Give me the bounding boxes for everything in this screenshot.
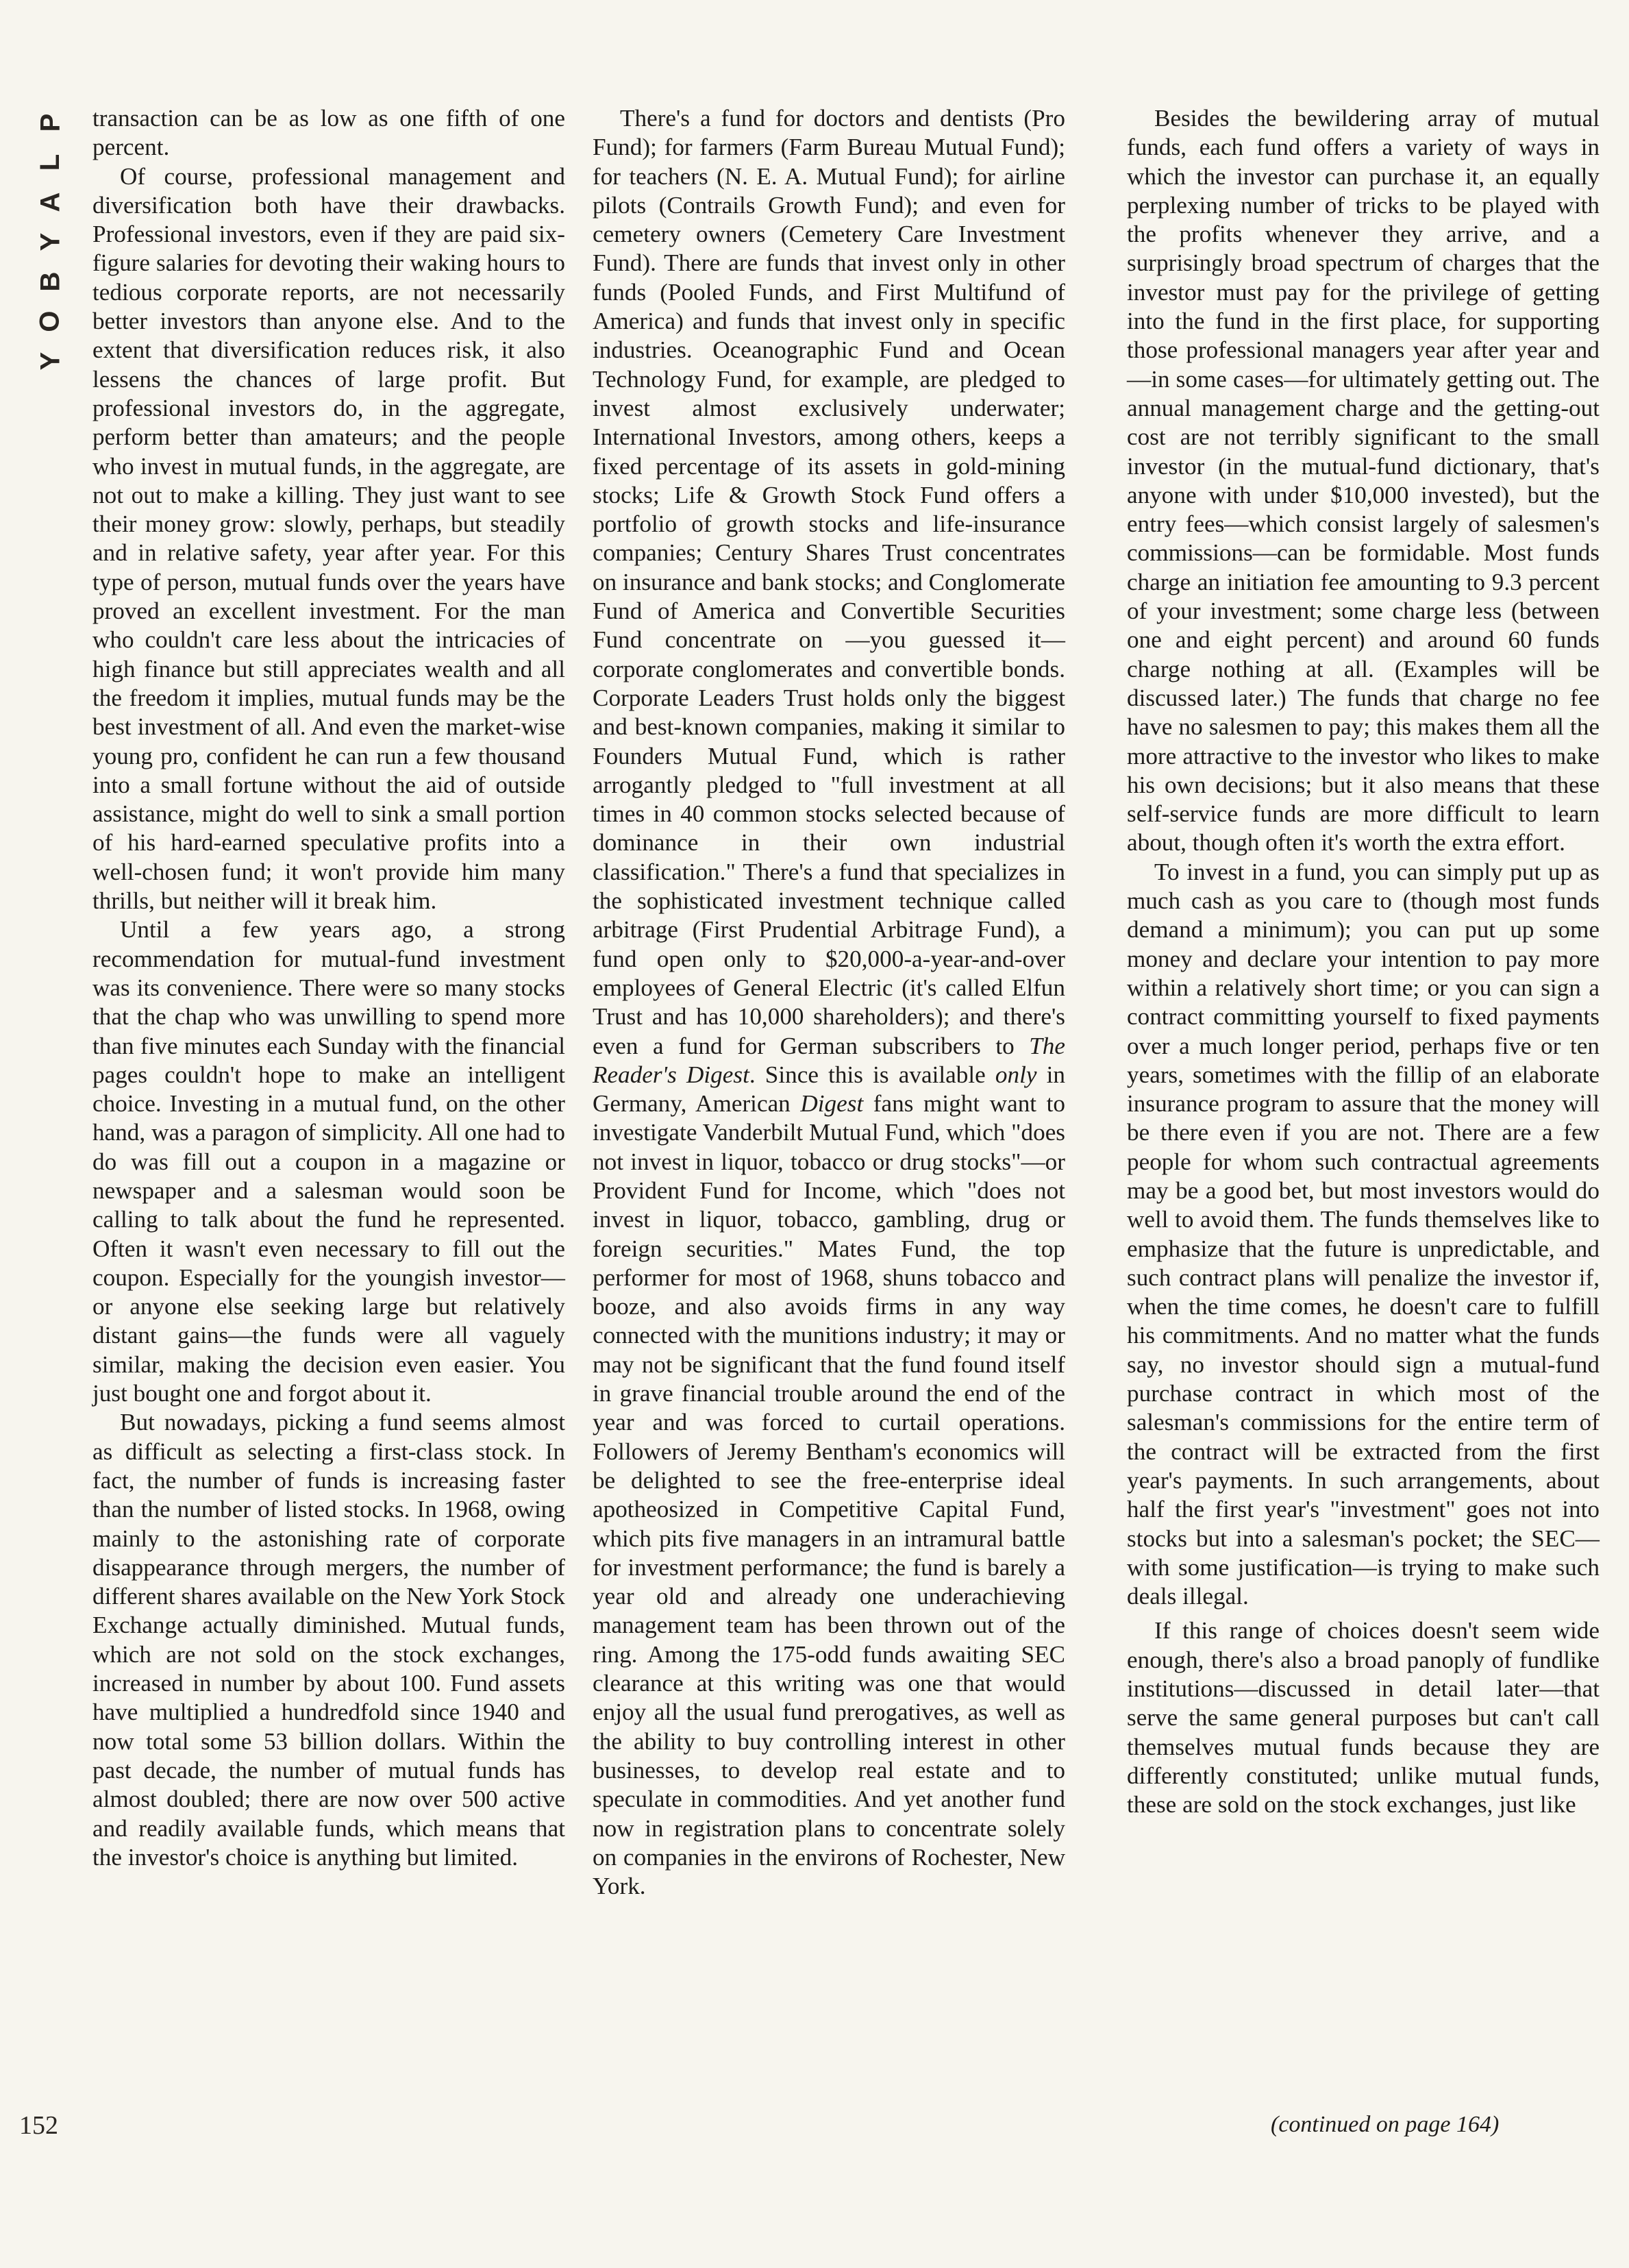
text-column-1 <box>92 104 565 2146</box>
text-run: . Since this is available <box>749 1061 995 1088</box>
magazine-masthead <box>36 103 77 381</box>
text-column-2 <box>593 104 1065 2146</box>
text-column-3 <box>1127 104 1600 2146</box>
continuation-note: (continued on page 164) <box>1271 2112 1500 2137</box>
paragraph: Besides the bewildering array of mutual funds, each fund offers a variety of ways in which the investor can purchase it, an equally perplexing number of tricks to be played with the profits whenever they arrive, and a surprisingly broad spectrum of charges that the investor must pay for the privilege of getting into the fund in the first place, for supporting those professional managers year after year and—in some cases—for ultimately getting out. The annual management charge and the getting-out cost are not terribly significant to the small investor (in the mutual-fund dictionary, that's anyone with under $10,000 invested), but the entry fees—which consist largely of salesmen's commissions—can be formidable. Most funds charge an initiation fee amounting to 9.3 percent of your investment; some charge less (between one and eight percent) and around 60 funds charge nothing at all. (Examples will be discussed later.) The funds that charge no fee have no salesmen to pay; this makes them all the more attractive to the investor who likes to make his own decisions; but it also means that these self-service funds are more difficult to learn about, though often it's worth the extra effort. <box>1127 105 1600 856</box>
paragraph <box>593 104 1065 1901</box>
italic-title: Digest <box>800 1090 864 1118</box>
page-number: 152 <box>19 2111 58 2140</box>
masthead-letter: L <box>35 153 65 171</box>
paragraph: But nowadays, picking a fund seems almost as difficult as selecting a first-class stock. In fact, the number of funds is increasing faster than the number of listed stocks. In 1968, owing mainly to the astonishing rate of corporate disappearance through mergers, the number of different shares available on the New York Stock Exchange actually diminished. Mutual funds, which are not sold on the stock exchanges, increased in number by about 100. Fund assets have multiplied a hundredfold since 1940 and now total some 53 billion dollars. Within the past decade, the number of mutual funds has almost doubled; there are now over 500 active and readily available funds, which means that the investor's choice is anything but limited. <box>92 1409 565 1871</box>
paragraph: If this range of choices doesn't seem wide enough, there's also a broad panoply of fundlike institutions—discussed in detail later—that serve the same general purposes but can't call themselves mutual funds because they are differently constituted; unlike mutual funds, these are sold on the stock exchanges, just like <box>1127 1617 1600 1819</box>
masthead-letter: Y <box>35 232 65 251</box>
paragraph: Until a few years ago, a strong recommendation for mutual-fund investment was its convenience. There were so many stocks that the chap who was unwilling to spend more than five minutes each Sunday with the financial pages couldn't hope to make an intelligent choice. Investing in a mutual fund, on the other hand, was a paragon of simplicity. All one had to do was fill out a coupon in a magazine or newspaper and a salesman would soon be calling to talk about the fund he represented. Often it wasn't even necessary to fill out the coupon. Especially for the youngish investor—or anyone else seeking large but relatively distant gains—the funds were all vaguely similar, making the decision even easier. You just bought one and forgot about it. <box>92 916 565 1407</box>
italic-emphasis: only <box>995 1061 1037 1088</box>
paragraph: transaction can be as low as one fifth of one percent. <box>92 105 565 161</box>
text-run: There's a fund for doctors and dentists (Pro Fund); for farmers (Farm Bureau Mutual Fund); for teachers (N. E. A. Mutual Fund); for airline pilots (Contrails Growth Fund); and even for cemetery owners (Cemetery Care Investment Fund). There are funds that invest only in other funds (Pooled Funds, and First Multifund of America) and funds that invest only in specific industries. Oceanographic Fund and Ocean Technology Fund, for example, are pledged to invest almost exclusively underwater; International Investors, among others, keeps a fixed percentage of its assets in gold-mining stocks; Life & Growth Stock Fund offers a portfolio of growth stocks and life-insurance companies; Century Shares Trust concentrates on insurance and bank stocks; and Conglomerate Fund of America and Convertible Securities Fund concentrate on —you guessed it—corporate conglomerates and convertible bonds. Corporate Leaders Trust holds only the biggest and best-known companies, making it similar to Founders Mutual Fund, which is rather arrogantly pledged to "full investment at all times in 40 common stocks selected because of dominance in their own industrial classification." There's a fund that specializes in the sophisticated investment technique called arbitrage (First Prudential Arbitrage Fund), a fund open only to $20,000-a-year-and-over employees of General Electric (it's called Elfun Trust and has 10,000 shareholders); and there's even a fund for German subscribers to <box>593 105 1065 1059</box>
text-run: in Germany, American <box>593 1061 1066 1118</box>
masthead-letter: A <box>34 192 65 212</box>
masthead-letter: P <box>35 113 65 132</box>
text-run: fans might want to investigate Vanderbilt Mutual Fund, which "does not invest in liquor, tobacco or drug stocks"—or Provident Fund for Income, which "does not invest in liquor, tobacco, gambling, drug or foreign securities." Mates Fund, the top performer for most of 1968, shuns tobacco and booze, and also avoids firms in any way connected with the munitions industry; it may or may not be significant that the fund found itself in grave financial trouble around the end of the year and was forced to curtail operations. Followers of Jeremy Bentham's economics will be delighted to see the free-enterprise ideal apotheosized in Competitive Capital Fund, which pits five managers in an intramural battle for investment performance; the fund is barely a year old and already one underachieving management team has been thrown out of the ring. Among the 175-odd funds awaiting SEC clearance at this writing was one that would enjoy all the usual fund prerogatives, as well as the ability to buy controlling interest in other businesses, to develop real estate and to speculate in commodities. And yet another fund now in registration plans to concentrate solely on companies in the environs of Rochester, New York. <box>593 1090 1066 1900</box>
italic-title: The Reader's Digest <box>593 1032 1065 1088</box>
paragraph: Of course, professional management and diversification both have their drawbacks. Professional investors, even if they are paid six-figure salaries for devoting their waking hours to tedious corporate reports, are not necessarily better investors than anyone else. And to the extent that diversification reduces risk, it also lessens the chances of large profit. But professional investors do, in the aggregate, perform better than amateurs; and the people who invest in mutual funds, in the aggregate, are not out to make a killing. They just want to see their money grow: slowly, perhaps, but steadily and in relative safety, year after year. For this type of person, mutual funds over the years have proved an excellent investment. For the man who couldn't care less about the intricacies of high finance but still appreciates wealth and all the freedom it implies, mutual funds may be the best investment of all. And even the market-wise young pro, confident he can run a few thousand into a small fortune without the aid of outside assistance, might do well to sink a small portion of his hard-earned speculative profits into a well-chosen fund; it won't provide him many thrills, but neither will it break him. <box>92 162 565 915</box>
masthead-letter: Y <box>35 352 65 371</box>
paragraph: To invest in a fund, you can simply put up as much cash as you care to (though most funds demand a minimum); you can put up some money and declare your intention to pay more within a relatively short time; or you can sign a contract committing yourself to fixed payments over a much longer period, perhaps five or ten years, sometimes with the fillip of an elaborate insurance program to assure that the money will be there even if you are not. There are a few people for whom such contractual agreements may be a good bet, but most investors would do well to avoid them. The funds themselves like to emphasize that the future is unpredictable, and such contract plans will penalize the investor if, when the time comes, he doesn't care to fulfill his commitments. And no matter what the funds say, no investor should sign a mutual-fund purchase contract in which most of the salesman's commissions for the entire term of the contract will be extracted from the first year's payments. In such arrangements, about half the first year's "investment" goes not into stocks but into a salesman's pocket; the SEC—with some justification—is trying to make such deals illegal. <box>1127 858 1600 1610</box>
masthead-letter: O <box>35 310 65 332</box>
masthead-letter: B <box>34 271 65 292</box>
